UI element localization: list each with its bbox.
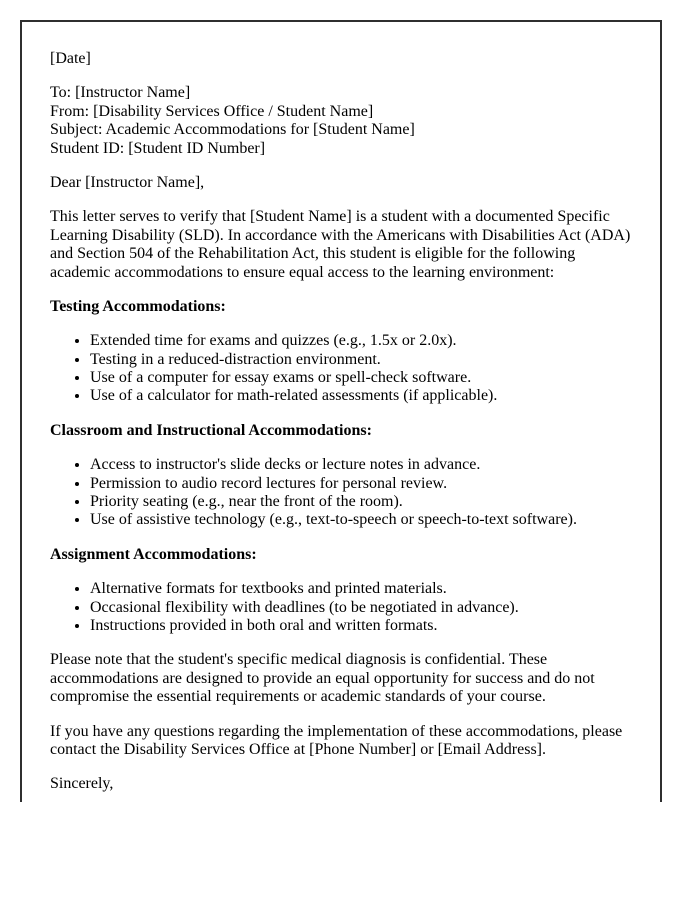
list-item: • Extended time for exams and quizzes (e.g., 1.5x or 2.0x). [90,332,632,350]
list-item: • Use of a computer for essay exams or spell-check software. [90,369,632,387]
header-line-to: To: [Instructor Name] [50,84,191,102]
assignment-accommodations-list [50,580,632,635]
header-line-from: From: [Disability Services Office / Student Name] [50,102,374,120]
list-item: • Instructions provided in both oral and written formats. [90,617,632,635]
header-line-student-id: Student ID: [Student ID Number] [50,139,266,157]
list-item: • Occasional flexibility with deadlines (to be negotiated in advance). [90,599,632,617]
date-line: [Date] [50,50,91,67]
list-item: • Use of a calculator for math-related assessments (if applicable). [90,387,632,405]
classroom-accommodations-list [50,456,632,530]
header-line-subject: Subject: Academic Accommodations for [Student Name] [50,121,415,139]
section-heading-classroom: Classroom and Instructional Accommodations: [50,421,372,439]
section-heading-assignment: Assignment Accommodations: [50,545,257,563]
list-item: • Use of assistive technology (e.g., text-to-speech or speech-to-text software). [90,511,632,529]
closing: Sincerely, [50,775,114,793]
letter-border-box [20,20,662,802]
section-heading-testing: Testing Accommodations: [50,297,226,315]
list-item: • Priority seating (e.g., near the front of the room). [90,493,632,511]
list-item: • Testing in a reduced-distraction environment. [90,351,632,369]
intro-paragraph: This letter serves to verify that [Student Name] is a student with a documented Specific Learning Disability (SLD). In accordance with the Americans with Disabilities Act (ADA) and Section 504 of the Rehabilitation Act, this student is eligible for the following academic accommodations to ensure equal access to the learning environment: [50,208,631,281]
contact-paragraph: If you have any questions regarding the implementation of these accommodations, please contact the Disability Services Office at [Phone Number] or [Email Address]. [50,722,623,758]
confidentiality-paragraph: Please note that the student's specific medical diagnosis is confidential. These accommodations are designed to provide an equal opportunity for success and do not compromise the essential requirements or academic standards of your course. [50,651,595,706]
testing-accommodations-list [50,332,632,406]
salutation: Dear [Instructor Name], [50,173,205,191]
list-item: • Permission to audio record lectures for personal review. [90,475,632,493]
list-item: • Access to instructor's slide decks or lecture notes in advance. [90,456,632,474]
list-item: • Alternative formats for textbooks and printed materials. [90,580,632,598]
letter-header-block [50,84,632,158]
